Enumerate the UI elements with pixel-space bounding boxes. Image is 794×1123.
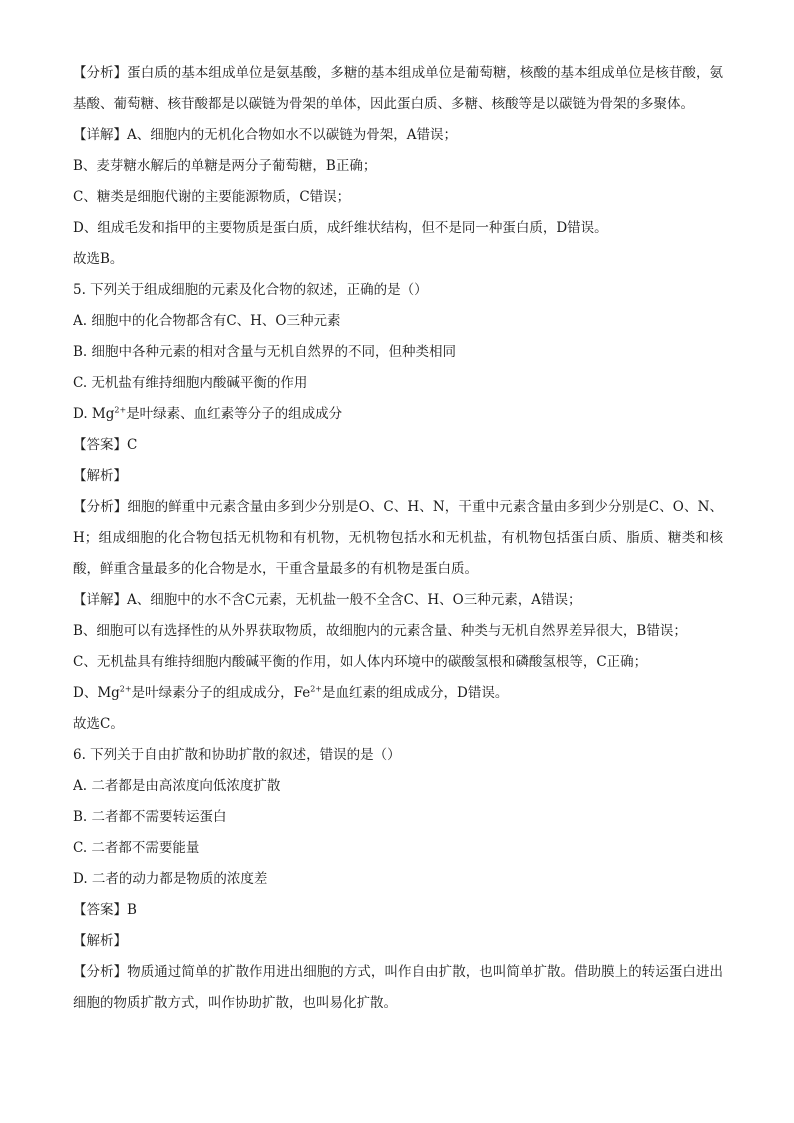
q5-detail-a: 【详解】A、细胞中的水不含C元素，无机盐一般不全含C、H、O三种元素，A错误；: [73, 592, 582, 608]
q5-option-d-pre: D. Mg: [73, 406, 115, 422]
q6-jiexi: 【解析】: [73, 933, 127, 949]
q5-jiexi: 【解析】: [73, 468, 127, 484]
q5-option-b: B. 细胞中各种元素的相对含量与无机自然界的不同，但种类相同: [73, 344, 457, 360]
q6-option-d: D. 二者的动力都是物质的浓度差: [73, 871, 268, 887]
q4-detail-b: B、麦芽糖水解后的单糖是两分子葡萄糖，B正确；: [73, 158, 377, 174]
q5-option-d-post: 是叶绿素、血红素等分子的组成成分: [126, 406, 343, 422]
q5-analysis: 【分析】细胞的鲜重中元素含量由多到少分别是O、C、H、N，干重中元素含量由多到少分别是C、O、N、H；组成细胞的化合物包括无机物和有机物，无机物包括水和无机盐，有机物包括蛋白质、脂质、糖类和核酸，鲜重含量最多的化合物是水，干重含量最多的有机物是蛋白质。: [73, 499, 723, 577]
q4-analysis: 【分析】蛋白质的基本组成单位是氨基酸，多糖的基本组成单位是葡萄糖，核酸的基本组成单位是核苷酸，氨基酸、葡萄糖、核苷酸都是以碳链为骨架的单体，因此蛋白质、多糖、核酸等是以碳链为骨架的多聚体。: [73, 65, 723, 112]
q6-stem: 6. 下列关于自由扩散和协助扩散的叙述，错误的是（）: [73, 747, 401, 763]
q5-choose: 故选C。: [73, 716, 124, 732]
q5-detail-d-sup1: 2+: [119, 684, 132, 694]
q6-option-b: B. 二者都不需要转运蛋白: [73, 809, 227, 825]
q6-option-a: A. 二者都是由高浓度向低浓度扩散: [73, 778, 281, 794]
q5-detail-d-mid: 是叶绿素分子的组成成分，Fe: [131, 685, 311, 701]
q4-detail-a: 【详解】A、细胞内的无机化合物如水不以碳链为骨架，A错误；: [73, 127, 457, 143]
q6-answer: 【答案】B: [73, 902, 137, 918]
q5-option-d-sup: 2+: [114, 405, 127, 415]
q5-option-c: C. 无机盐有维持细胞内酸碱平衡的作用: [73, 375, 308, 391]
q5-option-d: [73, 399, 723, 430]
q5-detail-d: [73, 678, 723, 709]
q6-option-c: C. 二者都不需要能量: [73, 840, 200, 856]
q5-option-a: A. 细胞中的化合物都含有C、H、O三种元素: [73, 313, 341, 329]
q6-analysis: 【分析】物质通过简单的扩散作用进出细胞的方式，叫作自由扩散，也叫简单扩散。借助膜上的转运蛋白进出细胞的物质扩散方式，叫作协助扩散，也叫易化扩散。: [73, 964, 723, 1011]
q5-detail-b: B、细胞可以有选择性的从外界获取物质，故细胞内的元素含量、种类与无机自然界差异很大，B错误；: [73, 623, 687, 639]
q5-detail-d-sup2: 2+: [310, 684, 323, 694]
q4-detail-d: D、组成毛发和指甲的主要物质是蛋白质，成纤维状结构，但不是同一种蛋白质，D错误。: [73, 220, 608, 236]
q5-detail-c: C、无机盐具有维持细胞内酸碱平衡的作用，如人体内环境中的碳酸氢根和磷酸氢根等，C正确；: [73, 654, 648, 670]
document-page: [73, 58, 723, 1019]
q5-detail-d-post: 是血红素的组成成分，D错误。: [322, 685, 509, 701]
q5-detail-d-pre: D、Mg: [73, 685, 120, 701]
q5-answer: 【答案】C: [73, 437, 138, 453]
q4-detail-c: C、糖类是细胞代谢的主要能源物质，C错误；: [73, 189, 351, 205]
q5-stem: 5. 下列关于组成细胞的元素及化合物的叙述，正确的是（）: [73, 282, 428, 298]
q4-choose: 故选B。: [73, 251, 124, 267]
